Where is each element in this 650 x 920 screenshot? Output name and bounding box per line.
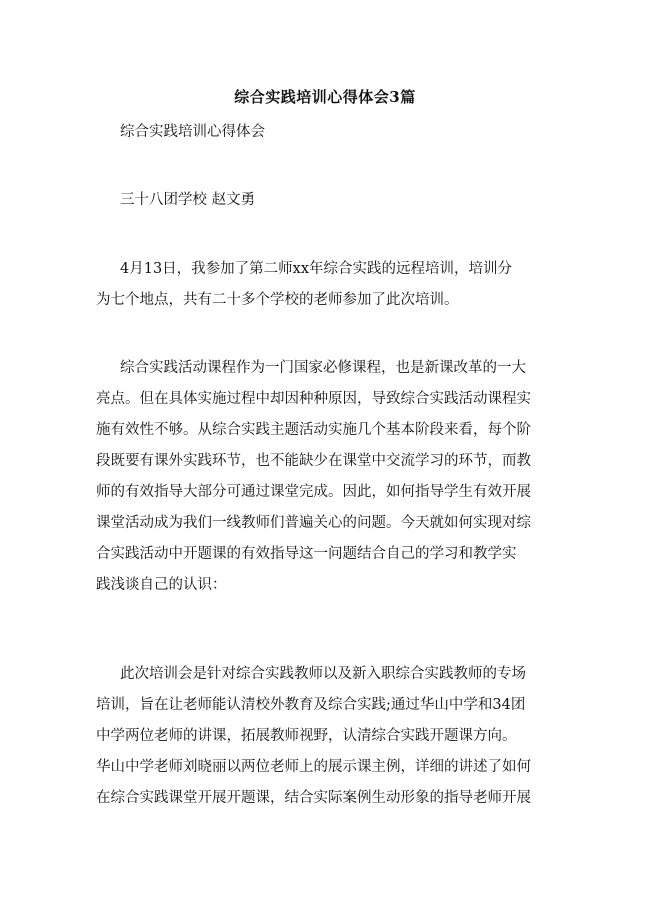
paragraph-line: 华山中学老师刘晓丽以两位老师上的展示课主例，详细的讲述了如何 (96, 759, 531, 775)
paragraph-3 (96, 659, 566, 814)
paragraph-line: 施有效性不够。从综合实践主题活动实施几个基本阶段来看，每个阶 (96, 422, 531, 438)
paragraph-line: 4月13日，我参加了第二师xx年综合实践的远程培训，培训分 (120, 261, 513, 277)
paragraph-line: 亮点。但在具体实施过程中却因种种原因，导致综合实践活动课程实 (96, 391, 531, 407)
author-line: 三十八团学校 赵文勇 (120, 192, 256, 208)
paragraph-line: 践浅谈自己的认识： (96, 577, 227, 593)
paragraph-line: 在综合实践课堂开展开题课，结合实际案例生动形象的指导老师开展 (96, 790, 531, 806)
paragraph-line: 培训，旨在让老师能认清校外教育及综合实践;通过华山中学和34团 (96, 697, 526, 713)
paragraph-line: 中学两位老师的讲课，拓展教师视野，认清综合实践开题课方向。 (96, 728, 517, 744)
paragraph-line: 综合实践活动课程作为一门国家必修课程，也是新课改革的一大 (120, 360, 526, 376)
paragraph-line: 此次培训会是针对综合实践教师以及新入职综合实践教师的专场 (120, 666, 526, 682)
document-title: 综合实践培训心得体会3篇 (234, 88, 416, 106)
paragraph-line: 师的有效指导大部分可通过课堂完成。因此，如何指导学生有效开展 (96, 484, 531, 500)
paragraph-line: 为七个地点，共有二十多个学校的老师参加了此次培训。 (96, 292, 459, 308)
document-subtitle: 综合实践培训心得体会 (120, 124, 265, 140)
paragraph-line: 课堂活动成为我们一线教师们普遍关心的问题。今天就如何实现对综 (96, 515, 531, 531)
paragraph-line: 段既要有课外实践环节，也不能缺少在课堂中交流学习的环节，而教 (96, 453, 531, 469)
paragraph-line: 合实践活动中开题课的有效指导这一问题结合自己的学习和教学实 (96, 546, 517, 562)
paragraph-1 (96, 254, 566, 316)
paragraph-2 (96, 353, 566, 601)
